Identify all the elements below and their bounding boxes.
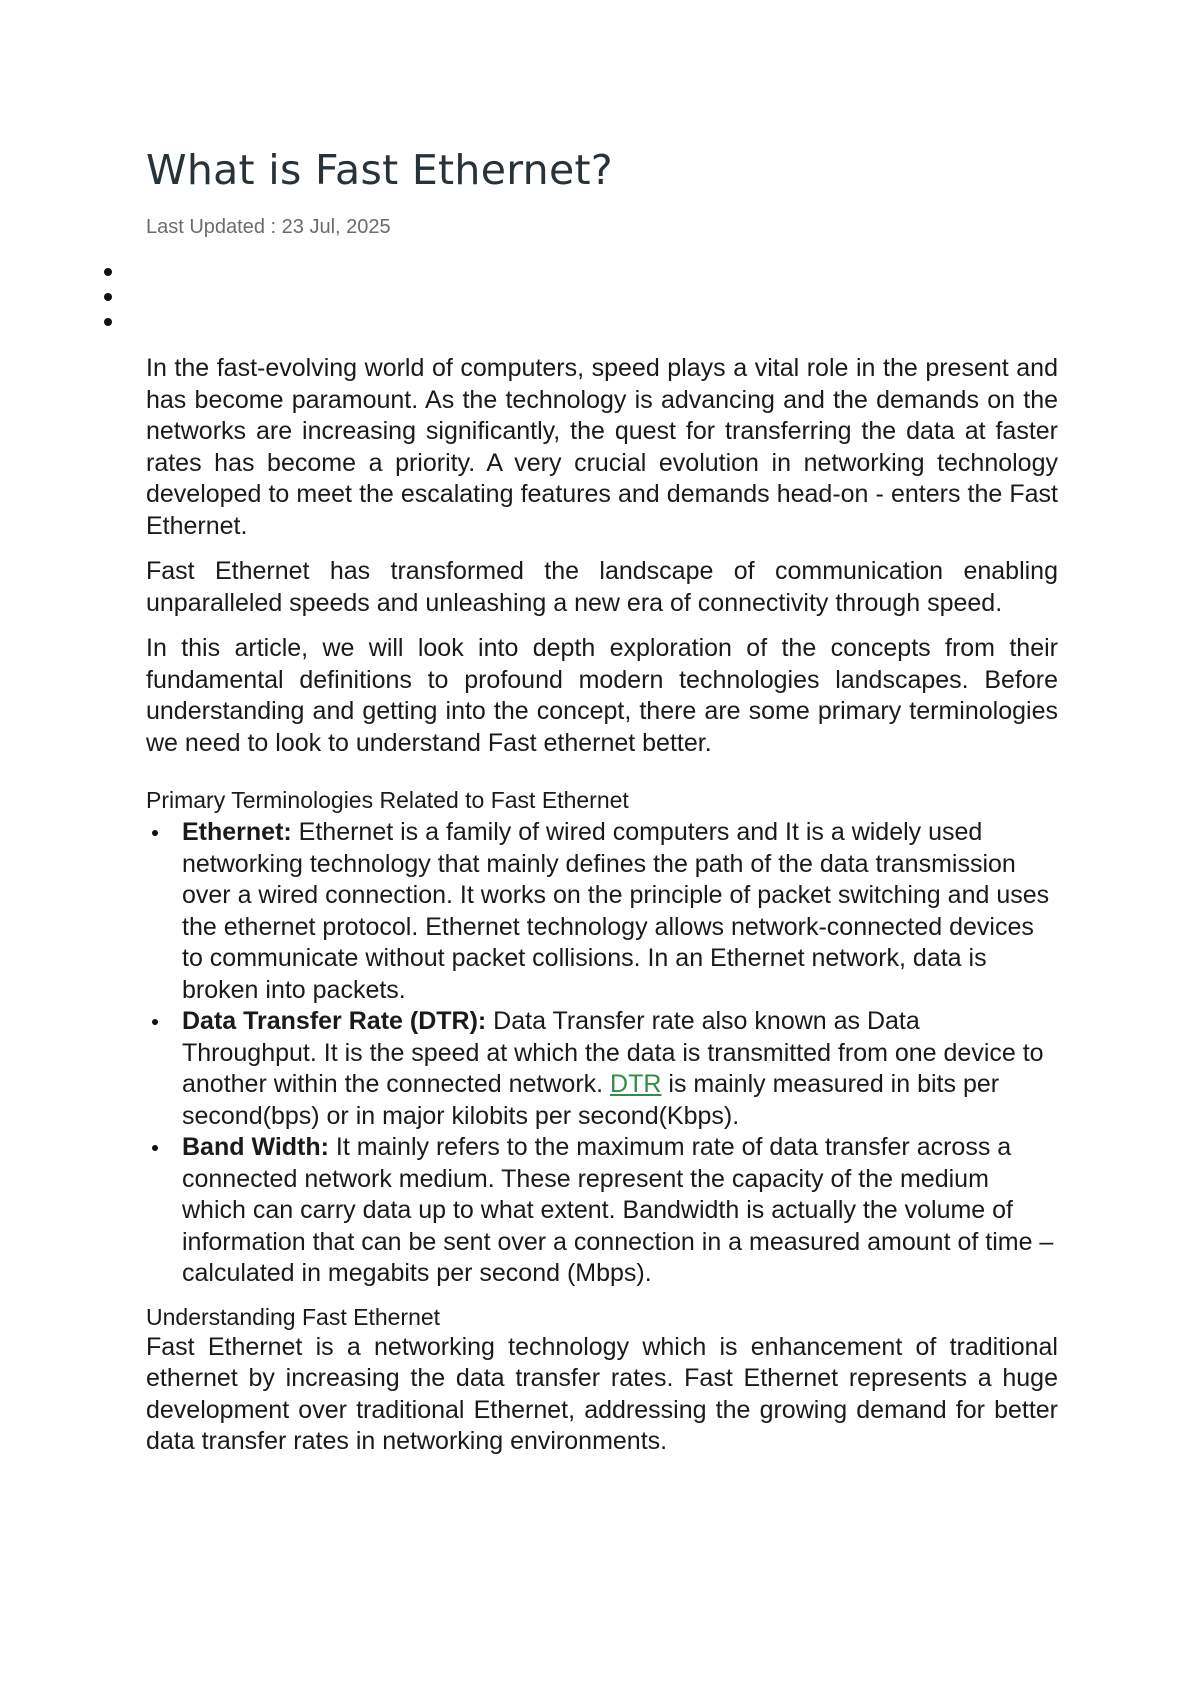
share-item[interactable] (104, 260, 1058, 285)
term-label: Band Width: (182, 1133, 329, 1161)
bullet-icon (104, 293, 112, 301)
term-description: Data Transfer rate also known as Data Throughput. It is the speed at which the data is transmitted from one device to another within the connected network. (182, 1007, 1044, 1098)
intro-paragraph: In the fast-evolving world of computers, speed plays a vital role in the present and has become paramount. As the technology is advancing and the demands on the networks are increasing significantly, the quest for transferring the data at faster rates has become a priority. A very crucial evolution in networking technology developed to meet the escalating features and demands head-on - enters the Fast Ethernet. (146, 354, 1058, 540)
bullet-icon (152, 1019, 158, 1025)
term-description: It mainly refers to the maximum rate of data transfer across a connected network medium. These represent the capacity of the medium which can carry data up to what extent. Bandwidth is actually the volume of information that can be sent over a connection in a measured amount of time – calculated in megabits per second (Mbps). (182, 1133, 1054, 1287)
list-item (182, 817, 1058, 1006)
term-description: Ethernet is a family of wired computers and It is a widely used networking technology that mainly defines the path of the data transmission over a wired connection. It works on the principle of packet switching and uses the ethernet protocol. Ethernet technology allows network-connected devices to communicate without packet collisions. In an Ethernet network, data is broken into packets. (182, 818, 1050, 1004)
bullet-icon (104, 318, 112, 326)
last-updated: Last Updated : 23 Jul, 2025 (146, 216, 391, 238)
article (146, 140, 1058, 1472)
bullet-icon (152, 830, 158, 836)
intro-paragraph: In this article, we will look into depth exploration of the concepts from their fundamental definitions to profound modern technologies landscapes. Before understanding and getting into the concept, there are some primary terminologies we need to look to understand Fast ethernet better. (146, 634, 1058, 757)
section-heading-terminologies: Primary Terminologies Related to Fast Ethernet (146, 787, 629, 813)
share-list (104, 260, 1058, 335)
page-title: What is Fast Ethernet? (146, 146, 613, 194)
terminology-list (146, 817, 1058, 1290)
list-item (182, 1006, 1058, 1132)
list-item (182, 1132, 1058, 1290)
bullet-icon (152, 1145, 158, 1151)
intro (146, 353, 1058, 759)
term-label: Ethernet: (182, 818, 292, 846)
share-item[interactable] (104, 285, 1058, 310)
bullet-icon (104, 268, 112, 276)
intro-paragraph: Fast Ethernet has transformed the landscape of communication enabling unparalleled speeds and unleashing a new era of connectivity through speed. (146, 557, 1058, 617)
term-label: Data Transfer Rate (DTR): (182, 1007, 487, 1035)
term-description: is mainly measured in bits per second(bps) or in major kilobits per second(Kbps). (182, 1070, 1000, 1130)
understanding-paragraph: Fast Ethernet is a networking technology which is enhancement of traditional ethernet by increasing the data transfer rates. Fast Ethernet represents a huge development over traditional Ethernet, addressing the growing demand for better data transfer rates in networking environments. (146, 1332, 1058, 1455)
dtr-link[interactable]: DTR (610, 1070, 662, 1098)
share-item[interactable] (104, 310, 1058, 335)
section-heading-understanding: Understanding Fast Ethernet (146, 1303, 441, 1330)
